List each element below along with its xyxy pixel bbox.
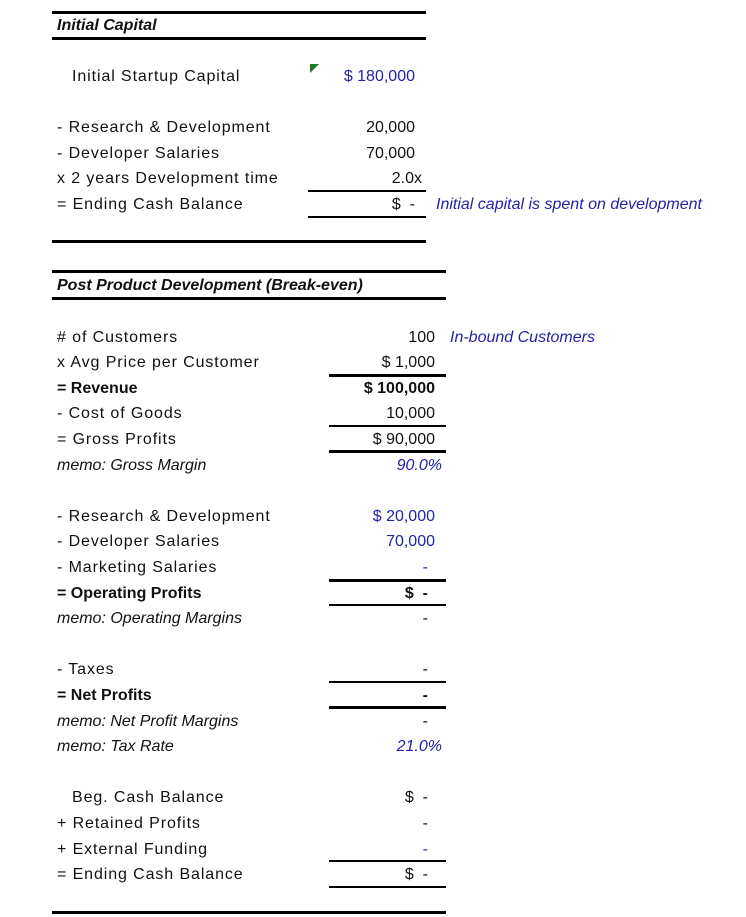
operating-total-rule: [329, 604, 446, 606]
section-top-rule: [52, 11, 426, 14]
gross-profits-label: = Gross Profits: [57, 431, 177, 448]
operating-margins-label: memo: Operating Margins: [57, 610, 242, 627]
mkt-salaries-label: - Marketing Salaries: [57, 559, 218, 576]
operating-rule: [329, 579, 446, 582]
customers-value[interactable]: 100: [408, 329, 435, 346]
net-profits-label: = Net Profits: [57, 687, 152, 704]
ic-note: Initial capital is spent on development: [436, 196, 702, 213]
pd-ending-cash-value[interactable]: $ -: [404, 866, 428, 883]
gross-profit-rule: [329, 425, 446, 427]
net-margins-label: memo: Net Profit Margins: [57, 713, 239, 730]
ic-ending-cash-label: = Ending Cash Balance: [57, 196, 244, 213]
customers-note: In-bound Customers: [450, 329, 595, 346]
avg-price-value[interactable]: $ 1,000: [381, 354, 435, 371]
ic-rnd-value[interactable]: 20,000: [366, 119, 415, 136]
ic-dev-time-value[interactable]: 2.0x: [391, 170, 422, 187]
ic-ending-cash-value[interactable]: $ -: [391, 196, 415, 213]
retained-profits-value[interactable]: -: [422, 815, 428, 832]
ic-subtotal-rule: [308, 190, 426, 192]
cell-comment-indicator-icon: [310, 64, 319, 73]
tax-rate-label: memo: Tax Rate: [57, 738, 174, 755]
external-funding-value[interactable]: -: [422, 841, 428, 858]
post-dev-top-rule: [52, 270, 446, 273]
revenue-label: = Revenue: [57, 380, 138, 397]
ic-total-rule: [308, 216, 426, 218]
pd-rnd-value[interactable]: $ 20,000: [372, 508, 435, 525]
pd-ending-cash-label: = Ending Cash Balance: [57, 866, 244, 883]
gross-profit-total-rule: [329, 450, 446, 453]
tax-rate-value[interactable]: 21.0%: [396, 738, 442, 755]
net-margins-value[interactable]: -: [422, 713, 428, 730]
post-dev-header: Post Product Development (Break-even): [57, 277, 363, 294]
operating-margins-value[interactable]: -: [422, 610, 428, 627]
taxes-label: - Taxes: [57, 661, 115, 678]
external-funding-label: + External Funding: [57, 841, 208, 858]
pd-rnd-label: - Research & Development: [57, 508, 271, 525]
section-header-rule: [52, 37, 426, 40]
revenue-rule: [329, 374, 446, 377]
customers-label: # of Customers: [57, 329, 179, 346]
gross-margin-value[interactable]: 90.0%: [396, 457, 442, 474]
ic-rnd-label: - Research & Development: [57, 119, 271, 136]
initial-capital-header: Initial Capital: [57, 17, 157, 34]
cogs-label: - Cost of Goods: [57, 405, 183, 422]
post-dev-bottom-rule: [52, 911, 446, 914]
ending-cash-rule: [329, 860, 446, 862]
beg-cash-value[interactable]: $ -: [404, 789, 428, 806]
ic-dev-salaries-label: - Developer Salaries: [57, 145, 220, 162]
pd-dev-salaries-value[interactable]: 70,000: [386, 533, 435, 550]
net-profits-value[interactable]: -: [422, 687, 428, 704]
net-profit-rule: [329, 681, 446, 683]
section-bottom-rule: [52, 240, 426, 243]
pd-dev-salaries-label: - Developer Salaries: [57, 533, 220, 550]
gross-profits-value[interactable]: $ 90,000: [372, 431, 435, 448]
revenue-value[interactable]: $ 100,000: [363, 380, 435, 397]
retained-profits-label: + Retained Profits: [57, 815, 201, 832]
ic-dev-time-label: x 2 years Development time: [57, 170, 279, 187]
ending-cash-total-rule: [329, 886, 446, 888]
operating-profits-label: = Operating Profits: [57, 585, 202, 602]
operating-profits-value[interactable]: $ -: [404, 585, 428, 602]
taxes-value[interactable]: -: [422, 661, 428, 678]
avg-price-label: x Avg Price per Customer: [57, 354, 260, 371]
startup-capital-value[interactable]: $ 180,000: [343, 68, 415, 85]
mkt-salaries-value[interactable]: -: [422, 559, 428, 576]
cogs-value[interactable]: 10,000: [386, 405, 435, 422]
startup-capital-label: Initial Startup Capital: [72, 68, 241, 85]
post-dev-header-rule: [52, 297, 446, 300]
ic-dev-salaries-value[interactable]: 70,000: [366, 145, 415, 162]
beg-cash-label: Beg. Cash Balance: [72, 789, 225, 806]
net-profit-total-rule: [329, 706, 446, 709]
gross-margin-label: memo: Gross Margin: [57, 457, 207, 474]
